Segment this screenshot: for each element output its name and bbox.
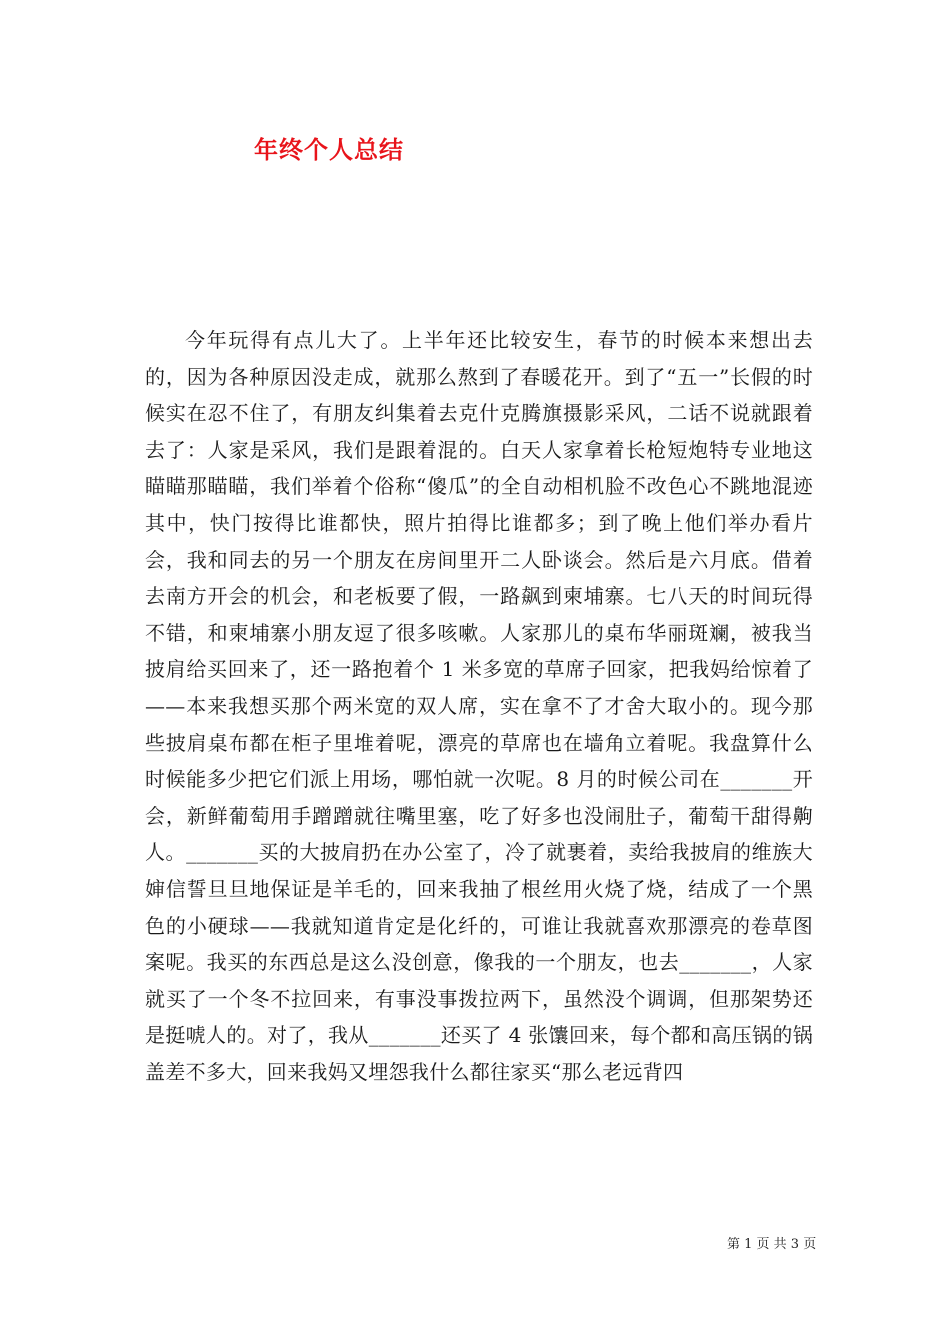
page-footer: 第 1 页 共 3 页 [727,1237,817,1252]
document-title: 年终个人总结 [254,135,404,164]
body-paragraph: 今年玩得有点儿大了。上半年还比较安生，春节的时候本来想出去的，因为各种原因没走成，就那么熬到了春暖花开。到了“五一”长假的时候实在忍不住了，有朋友纠集着去克什克腾旗摄影采风，二话不说就跟着去了：人家是采风，我们是跟着混的。白天人家拿着长枪短炮特专业地这瞄瞄那瞄瞄，我们举着个俗称“傻瓜”的全自动相机脸不改色心不跳地混迹其中，快门按得比谁都快，照片拍得比谁都多；到了晚上他们举办看片会，我和同去的另一个朋友在房间里开二人卧谈会。然后是六月底。借着去南方开会的机会，和老板要了假，一路飙到柬埔寨。七八天的时间玩得不错，和柬埔寨小朋友逗了很多咳嗽。人家那儿的桌布华丽斑斓，被我当披肩给买回来了，还一路抱着个 1 米多宽的草席子回家，把我妈给惊着了——本来我想买那个两米宽的双人席，实在拿不了才舍大取小的。现今那些披肩桌布都在柜子里堆着呢，漂亮的草席也在墙角立着呢。我盘算什么时候能多少把它们派上用场，哪怕就一次呢。8 月的时候公司在_______开会，新鲜葡萄用手蹭蹭就往嘴里塞，吃了好多也没闹肚子，葡萄干甜得齁人。_______买的大披肩扔在办公室了，冷了就裹着，卖给我披肩的维族大婶信誓旦旦地保证是羊毛的，回来我抽了根丝用火烧了烧，结成了一个黑色的小硬球——我就知道肯定是化纤的，可谁让我就喜欢那漂亮的卷草图案呢。我买的东西总是这么没创意，像我的一个朋友，也去_______，人家就买了一个冬不拉回来，有事没事拨拉两下，虽然没个调调，但那架势还是挺唬人的。对了，我从_______还买了 4 张馕回来，每个都和高压锅的锅盖差不多大，回来我妈又埋怨我什么都往家买“那么老远背四 [145,328,813,1084]
